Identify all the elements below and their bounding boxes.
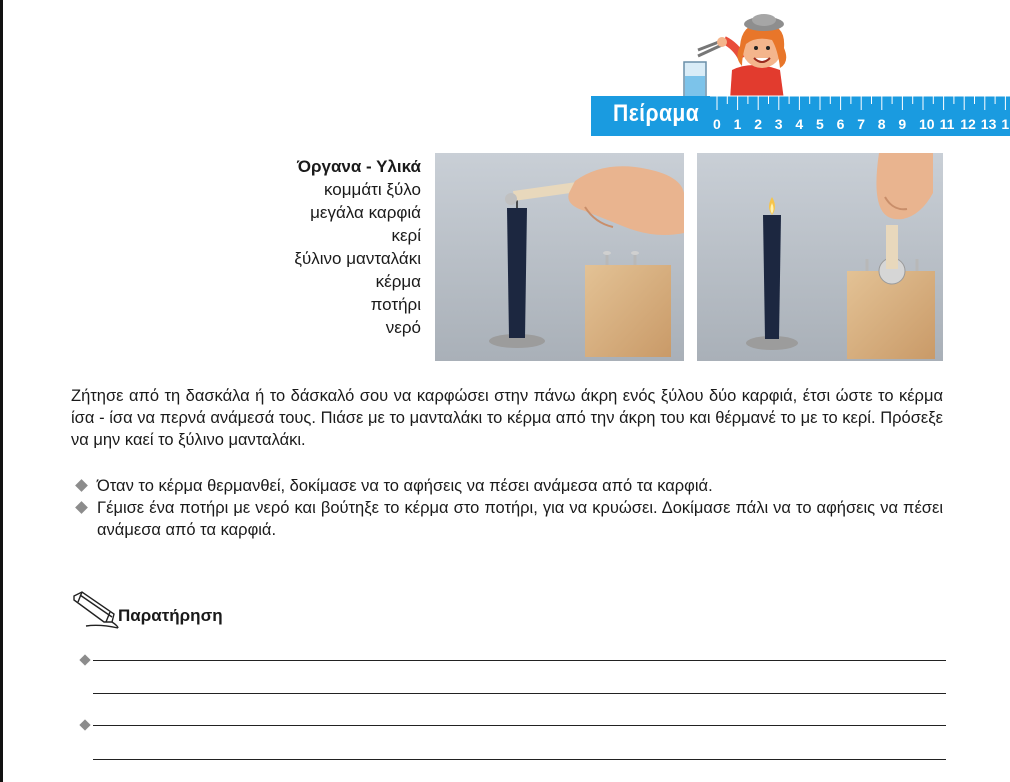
ruler-number: 7	[857, 116, 865, 132]
material-item: κέρμα	[375, 272, 421, 291]
ruler-number: 9	[898, 116, 907, 132]
ruler-number: 1	[1001, 116, 1010, 132]
material-item: μεγάλα καρφιά	[310, 203, 421, 222]
pencil-icon	[72, 590, 120, 630]
ruler-number: 1	[733, 116, 742, 132]
material-item: ξύλινο μανταλάκι	[294, 249, 421, 268]
instruction-bullets	[71, 475, 943, 541]
list-item	[71, 497, 943, 541]
materials-heading: Όργανα - Υλικά	[296, 157, 421, 176]
list-item	[71, 475, 943, 497]
ruler-number: 0	[713, 116, 721, 132]
left-margin-rule	[0, 0, 3, 782]
answer-line[interactable]	[93, 725, 946, 726]
ruler-number: 5	[816, 116, 824, 132]
ruler-number: 6	[836, 116, 845, 132]
answer-line[interactable]	[93, 693, 946, 694]
observation-heading: Παρατήρηση	[118, 606, 223, 625]
ruler-number: 8	[877, 116, 886, 132]
mascot-scientist-illustration	[680, 10, 800, 100]
diamond-bullet-icon	[75, 479, 88, 492]
material-item: νερό	[385, 318, 421, 337]
diamond-bullet-icon	[75, 501, 88, 514]
answer-line[interactable]	[93, 759, 946, 760]
diamond-bullet-icon	[79, 719, 90, 730]
material-item: κομμάτι ξύλο	[324, 180, 421, 199]
experiment-photo-heating	[435, 153, 684, 361]
ruler-number: 10	[919, 116, 935, 132]
ruler-graphic	[710, 96, 1010, 136]
materials-list	[294, 155, 421, 339]
ruler-number: 12	[960, 116, 976, 132]
bullet-text: Όταν το κέρμα θερμανθεί, δοκίμασε να το αφήσεις να πέσει ανάμεσα από τα καρφιά.	[97, 477, 713, 495]
instructions-paragraph: Ζήτησε από τη δασκάλα ή το δάσκαλό σου να καρφώσει στην πάνω άκρη ενός ξύλου δύο καρφιά, έτσι ώστε το κέρμα ίσα - ίσα να περνά ανάμεσά τους. Πιάσε με το μανταλάκι το κέρμα από την άκρη του και θέρμανέ το με το κερί. Πρόσεξε να μην καεί το ξύλινο μανταλάκι.	[71, 387, 943, 449]
ruler-number: 13	[980, 116, 997, 132]
material-item: ποτήρι	[370, 295, 421, 314]
banner-title: Πείραμα	[613, 100, 700, 127]
experiment-banner	[591, 96, 1010, 136]
experiment-photo-coin-test	[697, 153, 943, 361]
answer-line[interactable]	[93, 660, 946, 661]
observation-section	[72, 590, 223, 630]
diamond-bullet-icon	[79, 654, 90, 665]
material-item: κερί	[391, 226, 421, 245]
ruler-number: 11	[939, 116, 955, 132]
bullet-text: Γέμισε ένα ποτήρι με νερό και βούτηξε το κέρμα στο ποτήρι, για να κρυώσει. Δοκίμασε πάλι να το αφήσεις να πέσει ανάμεσα από τα καρφιά.	[97, 499, 943, 539]
ruler-number: 2	[754, 116, 762, 132]
ruler-number: 4	[795, 116, 804, 132]
ruler-number: 3	[774, 116, 783, 132]
